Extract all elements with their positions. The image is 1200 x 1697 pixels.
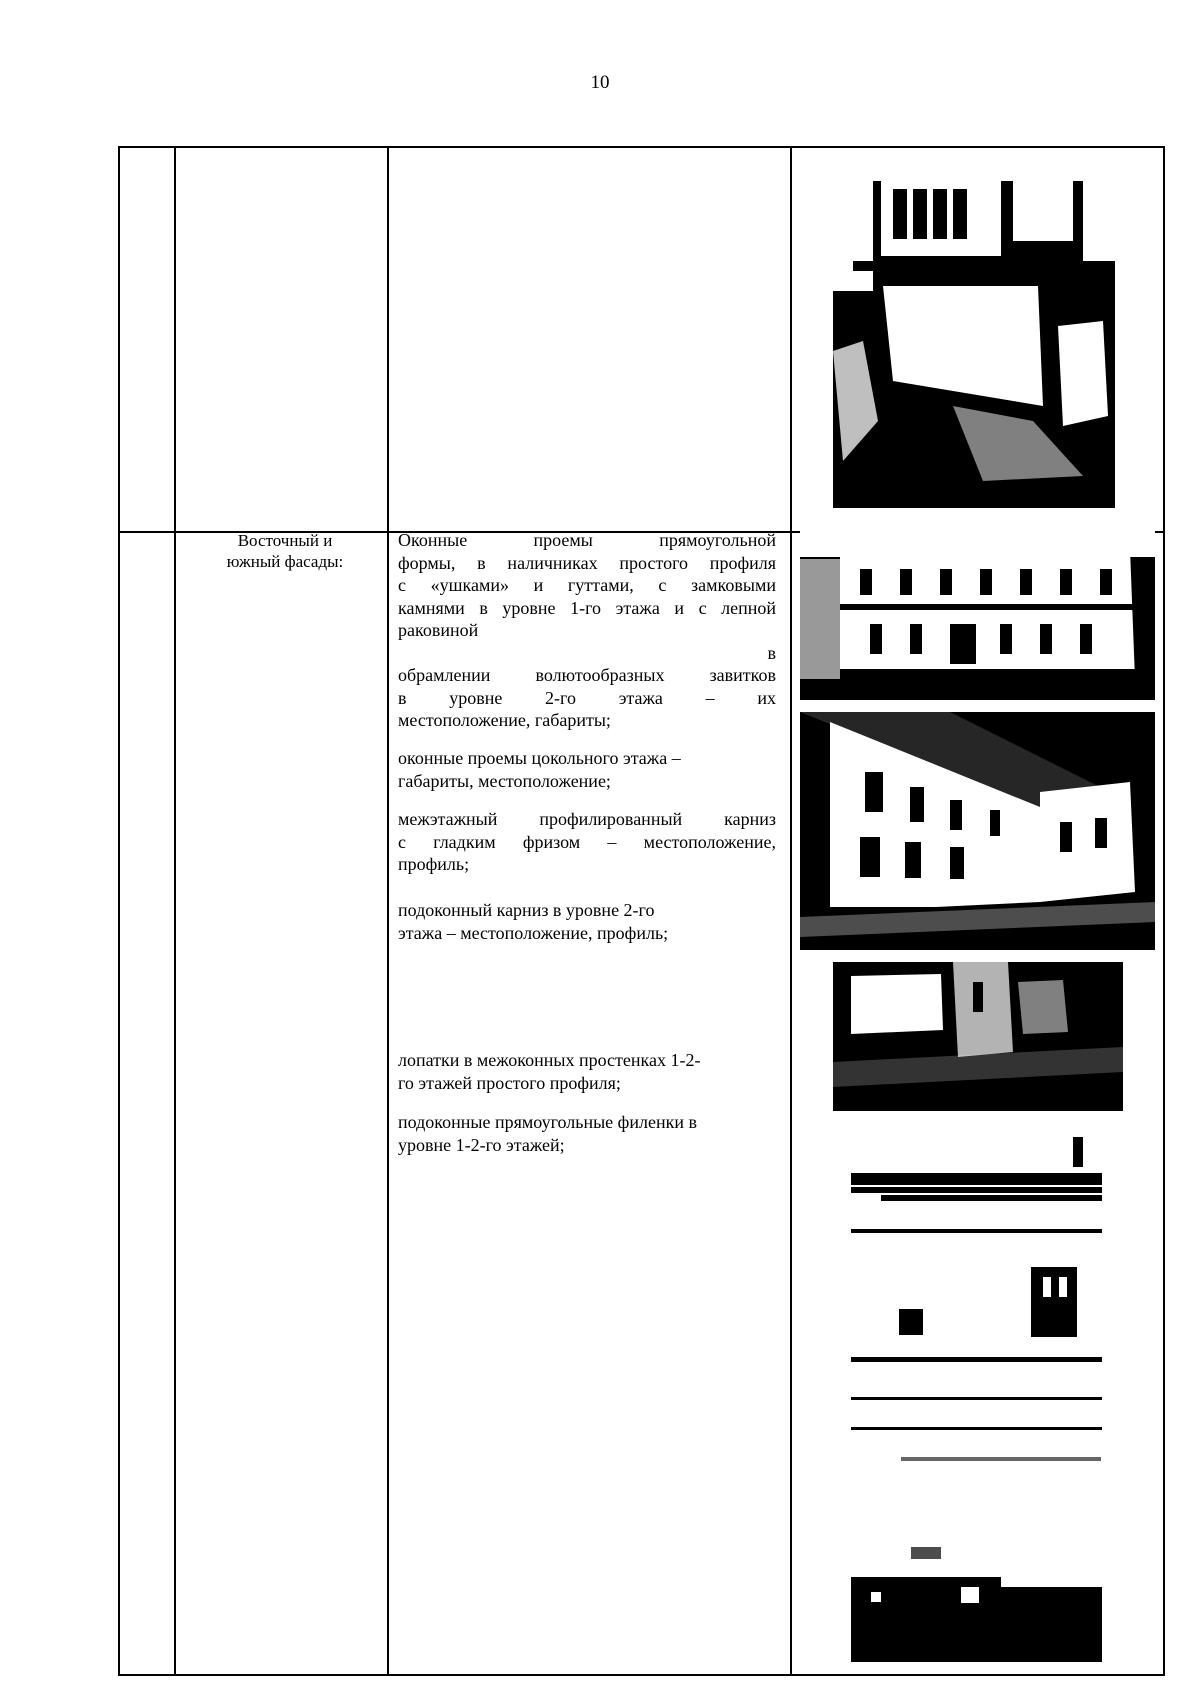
windows-description	[398, 529, 776, 732]
building-corner-photo	[833, 181, 1115, 508]
text-line: местоположение, габариты;	[398, 710, 611, 730]
facade-label	[185, 530, 385, 572]
facade-street-photo	[800, 529, 1155, 700]
text-line: подоконные прямоугольные филенки в	[398, 1112, 697, 1132]
text-line: Оконные проемы прямоугольной	[398, 530, 776, 550]
sill-cornice-description	[398, 899, 776, 944]
wall-detail-photo	[851, 1137, 1102, 1662]
text-line: обрамлении волютообразных завитков	[398, 665, 776, 685]
facade-closeup-photo	[833, 962, 1123, 1111]
text-line: оконные проемы цокольного этажа –	[398, 748, 681, 768]
text-line: го этажей простого профиля;	[398, 1072, 621, 1093]
text-line: подоконный карниз в уровне 2-го	[398, 900, 655, 920]
text-line: в уровне 2-го этажа – их	[398, 687, 776, 708]
text-line: этажа – местоположение, профиль;	[398, 922, 669, 943]
text-line: межэтажный профилированный карниз	[398, 809, 776, 829]
text-line: профиль;	[398, 854, 470, 874]
text-line: формы, в наличниках простого профиля	[398, 552, 776, 573]
facade-label-line2: южный фасады:	[226, 552, 344, 571]
text-line: в	[767, 642, 776, 663]
text-line: лопатки в межоконных простенках 1-2-	[398, 1050, 701, 1070]
text-line: габариты, местоположение;	[398, 770, 611, 791]
courtyard-facade-photo	[800, 712, 1155, 950]
text-line: с «ушками» и гуттами, с замковыми	[398, 575, 776, 595]
cornice-description	[398, 808, 776, 876]
basement-windows-description	[398, 747, 776, 792]
page-number: 10	[590, 72, 610, 93]
pilasters-description	[398, 1049, 776, 1094]
panels-description	[398, 1111, 776, 1156]
facade-label-line1: Восточный и	[237, 531, 333, 550]
text-line: раковиной	[398, 620, 479, 640]
text-line: с гладким фризом – местоположение,	[398, 831, 776, 852]
text-line: уровне 1-2-го этажей;	[398, 1134, 565, 1155]
text-line: камнями в уровне 1-го этажа и с лепной	[398, 597, 776, 618]
